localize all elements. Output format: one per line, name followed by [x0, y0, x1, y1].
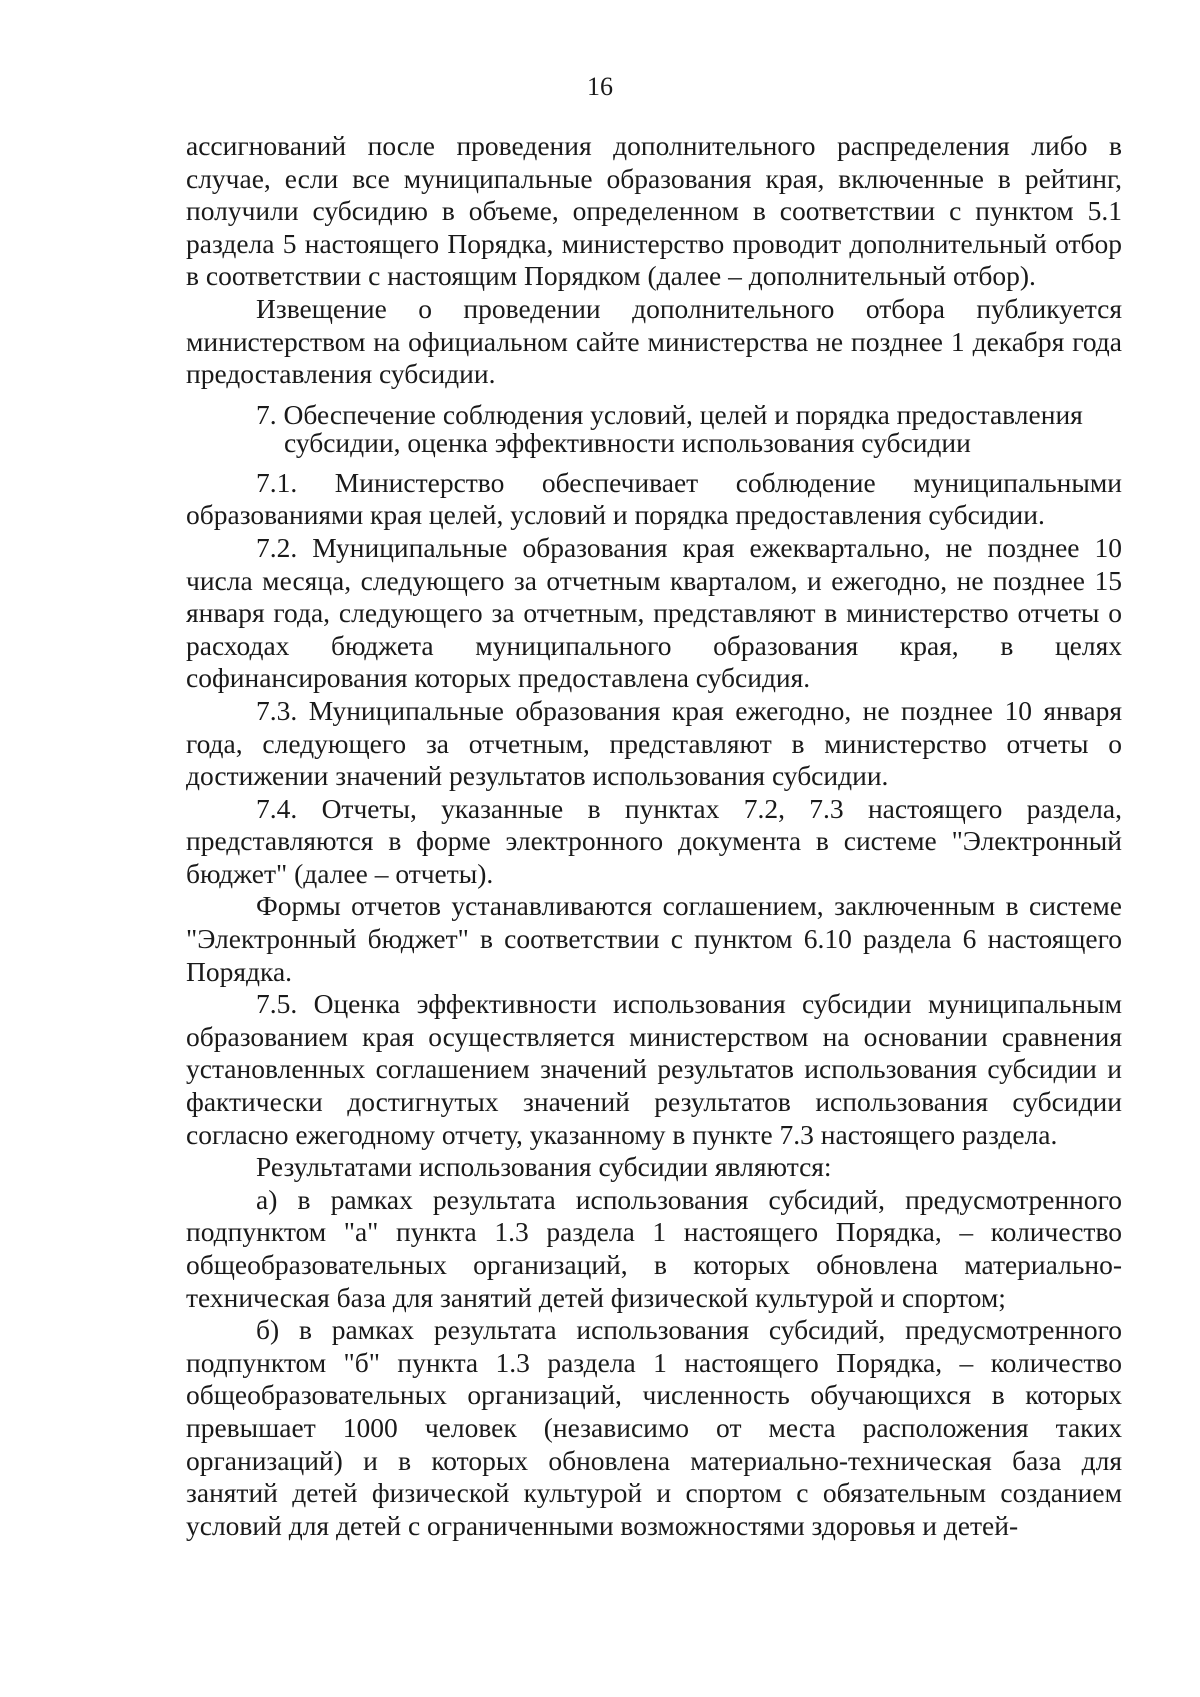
section-heading-line-2: субсидии, оценка эффективности использования субсидии: [284, 426, 971, 458]
paragraph-7-3: 7.3. Муниципальные образования края ежегодно, не позднее 10 января года, следующего за отчетным, представляют в министерство отчеты о достижении значений результатов использования субсидии.: [186, 694, 1122, 792]
document-body: [186, 130, 1122, 1542]
paragraph-7-1: 7.1. Министерство обеспечивает соблюдение муниципальными образованиями края целей, условий и порядка предоставления субсидии.: [186, 466, 1122, 531]
paragraph-notice: Извещение о проведении дополнительного отбора публикуется министерством на официальном сайте министерства не позднее 1 декабря года предоставления субсидии.: [186, 292, 1122, 390]
paragraph-report-forms: Формы отчетов устанавливаются соглашением, заключенным в системе "Электронный бюджет" в соответствии с пунктом 6.10 раздела 6 настоящего Порядка.: [186, 890, 1122, 987]
paragraph-continuation: ассигнований после проведения дополнительного распределения либо в случае, если все муниципальные образования края, включенные в рейтинг, получили субсидию в объеме, определенном в соответствии с пунктом 5.1 раздела 5 настоящего Порядка, министерство проводит дополнительный отбор в соответствии с настоящим Порядком (далее – дополнительный отбор).: [186, 130, 1122, 292]
paragraph-results-intro: Результатами использования субсидии являются:: [256, 1151, 832, 1183]
paragraph-7-4: 7.4. Отчеты, указанные в пунктах 7.2, 7.3 настоящего раздела, представляются в форме электронного документа в системе "Электронный бюджет" (далее – отчеты).: [186, 792, 1122, 889]
paragraph-7-2: 7.2. Муниципальные образования края ежеквартально, не позднее 10 числа месяца, следующего за отчетным кварталом, и ежегодно, не позднее 15 января года, следующего за отчетным, представляют в министерство отчеты о расходах бюджета муниципального образования края, в целях софинансирования которых предоставлена субсидия.: [186, 531, 1122, 694]
section-heading: [186, 398, 1122, 458]
page-number: 16: [587, 72, 613, 101]
section-heading-line-1: 7. Обеспечение соблюдения условий, целей и порядка предоставления: [256, 398, 1083, 430]
paragraph-result-b: б) в рамках результата использования субсидий, предусмотренного подпунктом "б" пункта 1.3 раздела 1 настоящего Порядка, – количество общеобразовательных организаций, численность обучающихся в которых превышает 1000 человек (независимо от места расположения таких организаций) и в которых обновлена материально-техническая база для занятий детей физической культурой и спортом с обязательным созданием условий для детей с ограниченными возможностями здоровья и детей-: [186, 1314, 1122, 1541]
paragraph-result-a: а) в рамках результата использования субсидий, предусмотренного подпунктом "а" пункта 1.3 раздела 1 настоящего Порядка, – количество общеобразовательных организаций, в которых обновлена материально-техническая база для занятий детей физической культурой и спортом;: [186, 1183, 1122, 1313]
paragraph-7-5: 7.5. Оценка эффективности использования субсидии муниципальным образованием края осуществляется министерством на основании сравнения установленных соглашением значений результатов использования субсидии и фактически достигнутых значений результатов использования субсидии согласно ежегодному отчету, указанному в пункте 7.3 настоящего раздела.: [186, 988, 1122, 1150]
